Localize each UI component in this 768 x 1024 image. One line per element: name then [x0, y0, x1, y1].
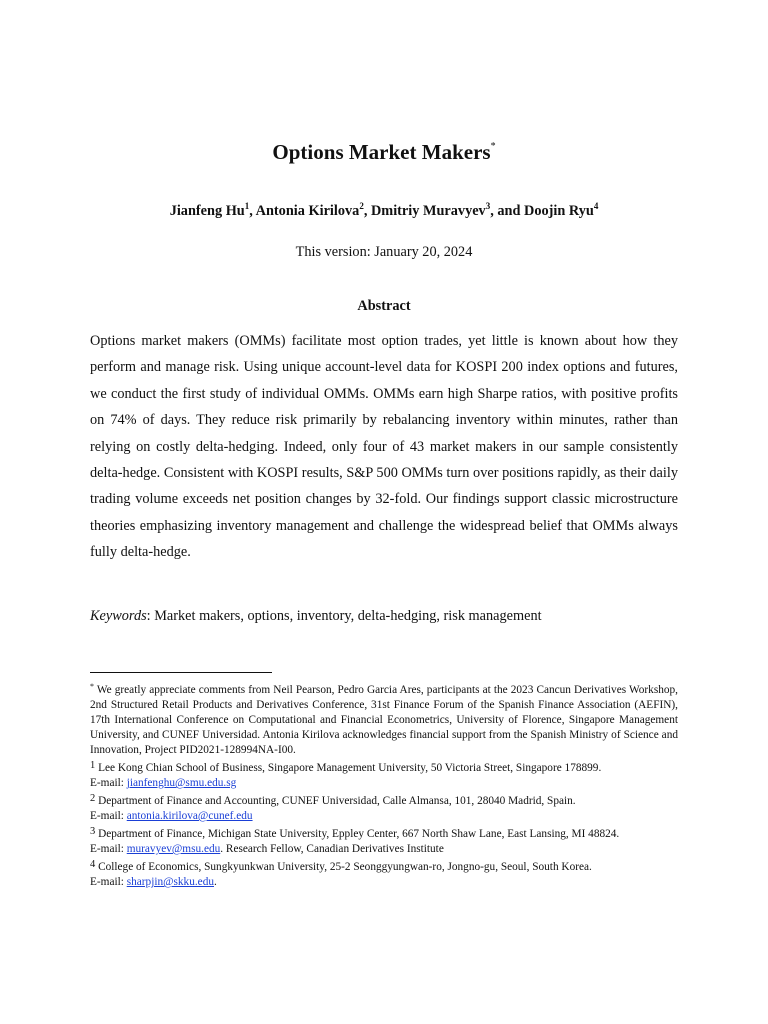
- version-date: This version: January 20, 2024: [295, 244, 473, 260]
- footnote-marker: 2: [90, 793, 96, 804]
- paper-title: [0, 140, 768, 165]
- keywords-label: Keywords: [90, 608, 147, 624]
- footnote-marker: 1: [90, 760, 96, 771]
- email-line-4: [90, 875, 678, 890]
- footnote-marker: 4: [90, 859, 96, 870]
- abstract-heading: Abstract: [357, 298, 411, 314]
- footnote-marker: 3: [90, 826, 96, 837]
- author-affiliation-marker: 1: [244, 201, 250, 211]
- keywords-list: : Market makers, options, inventory, delta-hedging, risk management: [146, 608, 542, 624]
- email-line-2: [90, 809, 678, 824]
- email-link[interactable]: jianfenghu@smu.edu.sg: [126, 777, 237, 789]
- email-suffix: . Research Fellow, Canadian Derivatives Institute: [220, 843, 444, 855]
- author-affiliation-marker: 4: [593, 201, 599, 211]
- affiliation-text: Department of Finance, Michigan State University, Eppley Center, 667 North Shaw Lane, East Lansing, MI 48824.: [95, 828, 620, 840]
- affiliation-footnote-1: [90, 758, 678, 776]
- email-label: E-mail:: [90, 876, 127, 888]
- paper-title-text: Options Market Makers: [272, 140, 491, 164]
- author-separator: , and: [490, 203, 524, 219]
- email-link[interactable]: sharpjin@skku.edu: [126, 876, 214, 888]
- author-affiliation-marker: 2: [359, 201, 364, 211]
- title-footnote-marker: *: [490, 141, 496, 152]
- abstract-text: Options market makers (OMMs) facilitate most option trades, yet little is known about how they perform and manage risk. Using unique account-level data for KOSPI 200 index options and futures, we conduct the first study of individual OMMs. OMMs earn high Sharpe ratios, with positive profits on 74% of days. They reduce risk primarily by rebalancing inventory within minutes, rather than relying on costly delta-hedging. Indeed, only four of 43 market makers in our sample consistently delta-hedge. Consistent with KOSPI results, S&P 500 OMMs turn over positions rapidly, as their daily trading volume exceeds net position changes by 32-fold. Our findings support classic microstructure theories emphasizing inventory management and challenge the widespread belief that OMMs always fully delta-hedge.: [90, 333, 678, 561]
- acknowledgement-text: We greatly appreciate comments from Neil Pearson, Pedro Garcia Ares, participants at the 2023 Cancun Derivatives Workshop, 2nd Structured Retail Products and Derivatives Conference, 31st Finance Forum of the Spanish Finance Association (AEFIN), 17th International Conference on Computational and Financial Econometrics, University of Florence, Singapore Management University, and CUNEF Universidad. Antonia Kirilova acknowledges financial support from the Spanish Ministry of Science and Innovation, Project PID2021-128994NA-I00.: [90, 684, 678, 756]
- affiliation-text: College of Economics, Sungkyunkwan University, 25-2 Seonggyungwan-ro, Jongno-gu, Seoul, South Korea.: [95, 861, 592, 873]
- author-name: Dmitriy Muravyev: [370, 203, 486, 219]
- footnote-separator: [90, 672, 272, 673]
- author-name: Doojin Ryu: [524, 203, 594, 219]
- affiliation-footnote-2: [90, 791, 678, 809]
- email-line-1: [90, 776, 678, 791]
- affiliation-footnote-3: [90, 824, 678, 842]
- author-affiliation-marker: 3: [485, 201, 491, 211]
- author-separator: ,: [363, 203, 371, 219]
- author-list: [0, 201, 768, 220]
- affiliation-footnote-4: [90, 857, 678, 875]
- email-line-3: [90, 842, 678, 857]
- footnotes: [90, 679, 678, 890]
- affiliation-text: Lee Kong Chian School of Business, Singapore Management University, 50 Victoria Street, Singapore 178899.: [95, 762, 602, 774]
- email-link[interactable]: muravyev@msu.edu: [126, 843, 221, 855]
- author-separator: ,: [249, 203, 256, 219]
- email-label: E-mail:: [90, 810, 127, 822]
- footnote-marker: *: [90, 682, 94, 691]
- email-suffix: .: [214, 876, 217, 888]
- author-name: Antonia Kirilova: [255, 203, 360, 219]
- keywords-line: [90, 608, 690, 625]
- email-label: E-mail:: [90, 777, 127, 789]
- author-name: Jianfeng Hu: [169, 203, 245, 219]
- email-link[interactable]: antonia.kirilova@cunef.edu: [126, 810, 253, 822]
- affiliation-text: Department of Finance and Accounting, CUNEF Universidad, Calle Almansa, 101, 28040 Madrid, Spain.: [95, 795, 576, 807]
- acknowledgement-footnote: [90, 679, 678, 758]
- email-label: E-mail:: [90, 843, 127, 855]
